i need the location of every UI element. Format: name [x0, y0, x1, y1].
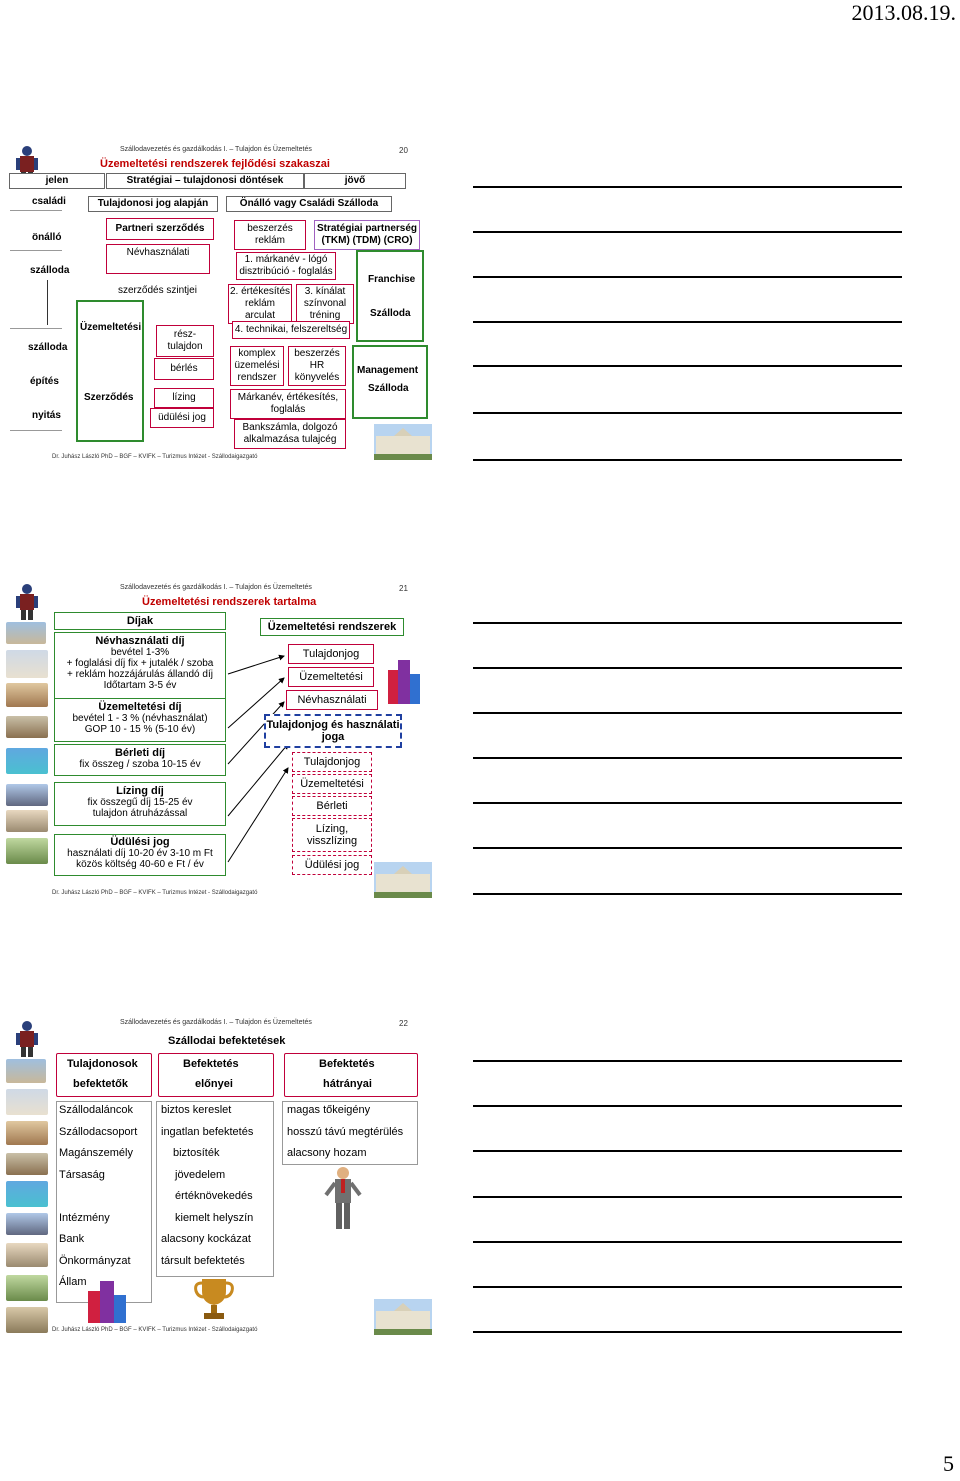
page-number: 5	[943, 1451, 954, 1476]
box-beszerzes-hr: beszerzés HR könyvelés	[288, 346, 346, 386]
col2-item: kiemelt helyszín	[175, 1212, 254, 1224]
col2-item: értéknövekedés	[175, 1190, 253, 1202]
left-label-6: nyitás	[32, 410, 61, 421]
box-onallo: Önálló vagy Családi Szálloda	[226, 196, 392, 212]
col1-item: Társaság	[59, 1169, 105, 1181]
box-kinalat: 3. kínálat színvonal tréning	[296, 284, 354, 324]
box-markanev: 1. márkanév - lógó disztribúció - foglalás	[236, 252, 336, 280]
udulesi-jog-title: Üdülési jog	[110, 836, 170, 848]
slide-number: 21	[399, 584, 408, 593]
box-jovo: jövő	[304, 173, 406, 189]
box-berleti-dij	[54, 744, 226, 776]
box-markanev2: Márkanév, értékesítés, foglalás	[230, 389, 346, 419]
header-col1	[56, 1053, 152, 1097]
page-date: 2013.08.19.	[851, 0, 956, 25]
box-udulesi-jog	[54, 834, 226, 876]
nev-line: + foglalási díj fix + jutalék / szoba	[66, 658, 214, 669]
box-dijak: Díjak	[54, 612, 226, 630]
figure-icon	[10, 582, 44, 622]
box-uzem-dij	[54, 698, 226, 742]
slide-title: Üzemeltetési rendszerek fejlődési szakaszai	[100, 158, 330, 170]
left-label-4: szálloda	[28, 342, 68, 353]
slide-title: Üzemeltetési rendszerek tartalma	[142, 596, 317, 608]
buildings-icon	[86, 1277, 130, 1325]
box-resztulajdon: rész- tulajdon	[156, 325, 214, 357]
box-lizing: lízing	[154, 388, 214, 408]
szerzodes-label: Szerződés	[84, 392, 134, 403]
box-uzemeltetesi-szerzodes	[76, 300, 144, 442]
connector-arrows	[226, 638, 296, 878]
box-berles: bérlés	[154, 358, 214, 380]
nev-line: Időtartam 3-5 év	[103, 680, 177, 691]
hotel-building-image	[374, 424, 432, 460]
uzemeltetesi-label: Üzemeltetési	[80, 322, 142, 333]
col2-item: jövedelem	[175, 1169, 226, 1181]
col2-item: biztosíték	[173, 1147, 220, 1159]
box-nevhaszn: Névhasználati	[106, 244, 210, 274]
divider	[10, 328, 62, 329]
slide-21	[2, 578, 432, 903]
slide-header: Szállodavezetés és gazdálkodás I. – Tulajdon és Üzemeltetés	[120, 146, 312, 153]
box-udulesi: Üdülési jog	[292, 855, 372, 875]
col2-item: társult befektetés	[161, 1255, 245, 1267]
box-management	[352, 345, 428, 419]
col1-item: Bank	[59, 1233, 85, 1245]
nev-line: + reklám hozzájárulás állandó díj	[67, 669, 213, 680]
header-col3	[284, 1053, 418, 1097]
col2-item: ingatlan befektetés	[161, 1126, 254, 1138]
slide-header: Szállodavezetés és gazdálkodás I. – Tulajdon és Üzemeltetés	[120, 1019, 312, 1026]
udulesi-line: használati díj 10-20 év 3-10 m Ft	[67, 848, 213, 859]
col2-item: biztos kereslet	[161, 1104, 232, 1116]
col1-item: Szállodaláncok	[59, 1104, 133, 1116]
box-tulajdonjog: Tulajdonjog	[288, 644, 374, 664]
box-rendszerek: Üzemeltetési rendszerek	[260, 618, 404, 636]
management-szalloda: Szálloda	[368, 383, 409, 394]
slide-22	[2, 1015, 432, 1340]
arrow-line	[47, 280, 48, 325]
box-uzemeltetesi2: Üzemeltetési	[292, 774, 372, 794]
management-label: Management	[357, 365, 419, 376]
box-tulajdonosi: Tulajdonosi jog alapján	[88, 196, 218, 212]
box-nevhaszn-dij	[54, 632, 226, 708]
col2-title-2: előnyei	[195, 1078, 233, 1090]
businessman-icon	[324, 1165, 362, 1231]
berleti-line: fix összeg / szoba 10-15 év	[79, 759, 201, 770]
franchise-szalloda: Szálloda	[370, 308, 411, 319]
divider	[10, 430, 62, 431]
header-col2	[158, 1053, 274, 1097]
franchise-label: Franchise	[368, 274, 416, 285]
col1-item: Szállodacsoport	[59, 1126, 138, 1138]
slide-footer: Dr. Juhász László PhD – BGF – KVIFK – Turizmus Intézet - Szállodaigazgató	[52, 454, 258, 460]
nev-line: bevétel 1-3%	[110, 647, 170, 658]
box-lizing: Lízing, visszlízing	[292, 818, 372, 852]
nevhaszn-dij-title: Névhasználati díj	[95, 635, 185, 647]
col1-item: Intézmény	[59, 1212, 110, 1224]
box-udulesi: üdülési jog	[150, 408, 214, 428]
label-szerzodes-szintjei: szerződés szintjei	[118, 285, 197, 296]
lizing-line: fix összegű díj 15-25 év	[87, 797, 193, 808]
divider	[10, 250, 62, 251]
col2-title-1: Befektetés	[183, 1058, 239, 1070]
slide-number: 22	[399, 1019, 408, 1028]
box-jelen: jelen	[9, 173, 105, 189]
box-strat: Stratégiai – tulajdonosi döntések	[106, 173, 304, 189]
col1-item: Állam	[59, 1276, 87, 1288]
trophy-icon	[194, 1275, 234, 1321]
col2-list	[156, 1101, 274, 1277]
col3-title-2: hátrányai	[323, 1078, 372, 1090]
col3-item: alacsony hozam	[287, 1147, 367, 1159]
slide-20	[2, 140, 432, 465]
uzem-dij-title: Üzemeltetési díj	[98, 701, 182, 713]
col1-title-1: Tulajdonosok	[67, 1058, 138, 1070]
box-partneri: Partneri szerződés	[106, 218, 214, 240]
col2-item: alacsony kockázat	[161, 1233, 251, 1245]
box-uzemeltetesi: Üzemeltetési	[288, 667, 374, 687]
slide-header: Szállodavezetés és gazdálkodás I. – Tulajdon és Üzemeltetés	[120, 584, 312, 591]
box-nevhasznalati: Névhasználati	[286, 690, 378, 710]
slide-title: Szállodai befektetések	[168, 1035, 286, 1047]
udulesi-line: közös költség 40-60 e Ft / év	[76, 859, 204, 870]
figure-icon	[10, 1019, 44, 1059]
box-lizing-dij	[54, 782, 226, 826]
uzem-line: GOP 10 - 15 % (5-10 év)	[84, 724, 196, 735]
left-label-2: önálló	[32, 232, 62, 243]
lizing-line: tulajdon átruházással	[92, 808, 188, 819]
box-beszerzes: beszerzés reklám	[234, 220, 306, 250]
box-strat-partner: Stratégiai partnerség (TKM) (TDM) (CRO)	[314, 220, 420, 250]
box-tul-haszn: Tulajdonjog és használati joga	[264, 714, 402, 748]
left-label-5: építés	[30, 376, 59, 387]
lizing-dij-title: Lízing díj	[116, 785, 164, 797]
col1-list	[56, 1101, 152, 1303]
col1-title-2: befektetők	[73, 1078, 129, 1090]
box-berleti: Bérleti	[292, 796, 372, 816]
slide-footer: Dr. Juhász László PhD – BGF – KVIFK – Turizmus Intézet - Szállodaigazgató	[52, 1327, 258, 1333]
box-ertekesites: 2. értékesítés reklám arculat	[228, 284, 292, 324]
left-label-1: családi	[32, 196, 66, 207]
hotel-building-image	[374, 1299, 432, 1335]
box-bankszamla: Bankszámla, dolgozó alkalmazása tulajcég	[234, 419, 346, 449]
box-franchise	[356, 250, 424, 342]
box-technikai: 4. technikai, felszereltség	[232, 321, 350, 339]
col3-title-1: Befektetés	[319, 1058, 375, 1070]
col3-list	[282, 1101, 418, 1165]
col3-item: hosszú távú megtérülés	[287, 1126, 404, 1138]
slide-footer: Dr. Juhász László PhD – BGF – KVIFK – Turizmus Intézet - Szállodaigazgató	[52, 890, 258, 896]
box-komplex: komplex üzemelési rendszer	[230, 346, 284, 386]
col1-item: Magánszemély	[59, 1147, 133, 1159]
berleti-dij-title: Bérleti díj	[114, 747, 166, 759]
col1-item: Önkormányzat	[59, 1255, 131, 1267]
slide-number: 20	[399, 146, 408, 155]
uzem-line: bevétel 1 - 3 % (névhasználat)	[72, 713, 208, 724]
box-tulajdonjog2: Tulajdonjog	[292, 752, 372, 772]
buildings-icon	[386, 656, 422, 706]
hotel-building-image	[374, 862, 432, 898]
left-label-3: szálloda	[30, 265, 70, 276]
divider	[10, 210, 62, 211]
col3-item: magas tőkeigény	[287, 1104, 371, 1116]
